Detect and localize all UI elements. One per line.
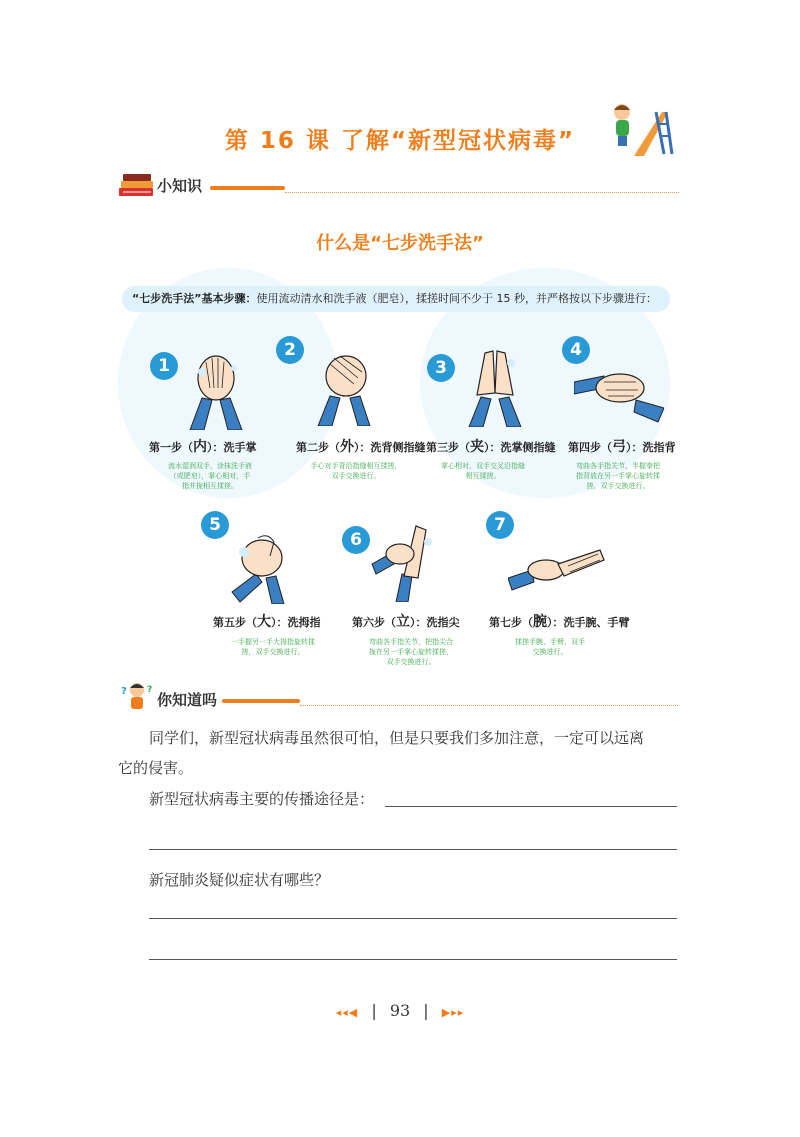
section-divider bbox=[300, 705, 678, 706]
step-3-title bbox=[426, 436, 556, 456]
step-6-description bbox=[356, 637, 466, 667]
step-4-desc-line: 指背放在另一手掌心旋转揉 bbox=[576, 472, 660, 480]
intro-paragraph-line: 同学们，新型冠状病毒虽然很可怕，但是只要我们多加注意，一定可以远离 bbox=[149, 729, 645, 747]
step-3-desc-line: 掌心相对，双手交叉沿指缝 bbox=[441, 462, 525, 470]
step-2-key: 外 bbox=[340, 439, 354, 455]
section-accent-bar bbox=[210, 186, 285, 190]
step-6-desc-line: 拢在另一手掌心旋转揉搓， bbox=[369, 648, 453, 656]
step-4-desc-line: 弯曲各手指关节，半握拳把 bbox=[576, 462, 660, 470]
step-1-prefix: 第一步（ bbox=[149, 441, 193, 454]
step-2-description bbox=[296, 461, 416, 481]
footer-separator: | bbox=[371, 1001, 377, 1020]
step-1-desc-line: 指并拢相互揉搓。 bbox=[182, 482, 238, 490]
step-4-prefix: 第四步（ bbox=[568, 441, 612, 454]
thinking-kid-icon bbox=[119, 680, 155, 712]
books-icon bbox=[117, 172, 157, 198]
step-2-desc-line: 双手交换进行。 bbox=[331, 472, 381, 480]
step-1-hands-illustration bbox=[176, 348, 256, 430]
step-3-suffix: ）：洗掌侧指缝 bbox=[484, 441, 556, 454]
step-6-badge: 6 bbox=[342, 526, 370, 554]
lesson-title: 第 16 课 了解“新型冠状病毒” bbox=[224, 128, 576, 154]
question-transmission: 新型冠状病毒主要的传播途径是： bbox=[149, 790, 375, 808]
step-1-suffix: ）：洗手掌 bbox=[207, 441, 257, 454]
step-2-suffix: ）：洗背侧指缝 bbox=[354, 441, 426, 454]
banner-text: 使用流动清水和洗手液（肥皂），揉搓时间不少于 15 秒，并严格按以下步骤进行： bbox=[256, 292, 657, 305]
answer-line[interactable] bbox=[149, 849, 677, 850]
step-4-suffix: ）：洗指背 bbox=[626, 441, 676, 454]
step-7-hands-illustration bbox=[508, 530, 608, 594]
step-6-desc-line: 弯曲各手指关节，把指尖合 bbox=[369, 638, 453, 646]
step-6-desc-line: 双手交换进行。 bbox=[386, 658, 436, 666]
question-symptoms: 新冠肺炎疑似症状有哪些？ bbox=[149, 871, 330, 889]
section-accent-bar bbox=[222, 699, 300, 703]
page-footer bbox=[0, 1001, 800, 1020]
slide-mascot-illustration bbox=[604, 98, 674, 160]
step-6-hands-illustration bbox=[368, 520, 448, 602]
answer-line[interactable] bbox=[385, 806, 677, 807]
step-7-desc-line: 交换进行。 bbox=[532, 648, 568, 656]
step-7-title bbox=[489, 611, 630, 631]
step-4-desc-line: 搓，双手交换进行。 bbox=[586, 482, 650, 490]
svg-text:?: ? bbox=[147, 685, 153, 695]
svg-text:?: ? bbox=[121, 686, 127, 697]
step-4-badge: 4 bbox=[562, 336, 590, 364]
intro-paragraph-line: 它的侵害。 bbox=[118, 759, 194, 777]
step-1-description bbox=[150, 461, 270, 491]
steps-intro-banner bbox=[122, 286, 670, 312]
step-5-title bbox=[213, 611, 321, 631]
step-1-desc-line: （或肥皂），掌心相对，手 bbox=[169, 472, 251, 480]
step-5-badge: 5 bbox=[201, 511, 229, 539]
step-5-description bbox=[218, 637, 328, 657]
step-2-badge: 2 bbox=[276, 336, 304, 364]
step-4-title bbox=[568, 436, 676, 456]
step-6-title bbox=[352, 611, 460, 631]
footer-separator: | bbox=[423, 1001, 429, 1020]
step-6-prefix: 第六步（ bbox=[352, 616, 396, 629]
step-4-description bbox=[562, 461, 674, 491]
step-7-prefix: 第七步（ bbox=[489, 616, 533, 629]
step-1-desc-line: 流水湿润双手，涂抹洗手液 bbox=[168, 462, 252, 470]
step-5-hands-illustration bbox=[222, 522, 302, 604]
next-arrows-icon: ▶▸▸ bbox=[441, 1006, 465, 1019]
step-3-hands-illustration bbox=[455, 345, 535, 427]
prev-arrows-icon: ◂◂◀ bbox=[335, 1006, 359, 1019]
step-7-desc-line: 揉搓手腕、手臂，双手 bbox=[515, 638, 585, 646]
step-3-badge: 3 bbox=[427, 354, 455, 382]
step-5-desc-line: 搓，双手交换进行。 bbox=[241, 648, 305, 656]
step-2-title bbox=[296, 436, 426, 456]
step-6-suffix: ）：洗指尖 bbox=[410, 616, 460, 629]
step-1-title bbox=[149, 436, 257, 456]
step-2-prefix: 第二步（ bbox=[296, 441, 340, 454]
step-5-desc-line: 一手握另一手大拇指旋转揉 bbox=[231, 638, 315, 646]
answer-line[interactable] bbox=[149, 918, 677, 919]
step-2-desc-line: 手心对手背沿指缝相互揉搓， bbox=[310, 462, 402, 470]
step-7-key: 腕 bbox=[533, 614, 547, 630]
section-heading-tips: 小知识 bbox=[157, 177, 203, 195]
answer-line[interactable] bbox=[149, 959, 677, 960]
step-5-suffix: ）：洗拇指 bbox=[271, 616, 321, 629]
step-4-key: 弓 bbox=[612, 439, 626, 455]
step-5-prefix: 第五步（ bbox=[213, 616, 257, 629]
page-number: 93 bbox=[389, 1001, 411, 1020]
banner-bold-text: “七步洗手法”基本步骤： bbox=[132, 292, 257, 305]
step-2-hands-illustration bbox=[306, 344, 386, 426]
step-3-description bbox=[428, 461, 538, 481]
step-1-badge: 1 bbox=[150, 352, 178, 380]
step-5-key: 大 bbox=[257, 614, 271, 630]
step-1-key: 内 bbox=[193, 439, 207, 455]
step-4-hands-illustration bbox=[574, 352, 664, 424]
section-divider bbox=[285, 192, 679, 193]
subsection-title: 什么是“七步洗手法” bbox=[316, 233, 484, 254]
step-3-key: 夹 bbox=[470, 439, 484, 455]
step-7-badge: 7 bbox=[486, 511, 514, 539]
step-3-prefix: 第三步（ bbox=[426, 441, 470, 454]
step-7-description bbox=[500, 637, 600, 657]
step-7-suffix: ）：洗手腕、手臂 bbox=[547, 616, 630, 629]
section-heading-did-you-know: 你知道吗 bbox=[157, 691, 218, 709]
step-3-desc-line: 相互揉搓。 bbox=[465, 472, 501, 480]
step-6-key: 立 bbox=[396, 614, 410, 630]
